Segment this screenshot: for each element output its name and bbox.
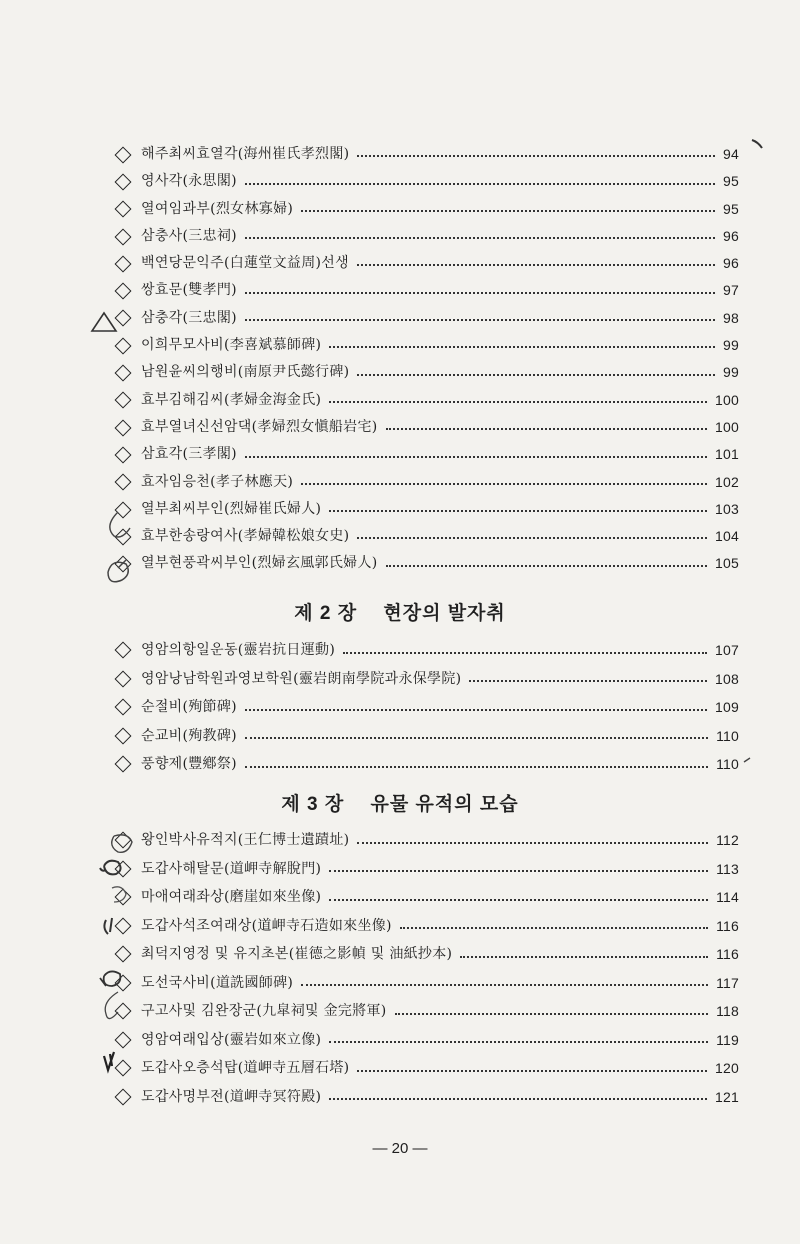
toc-entry-title: 효부열녀신선암댁(孝婦烈女愼船岩宅) (141, 418, 378, 435)
dot-leader (245, 711, 708, 740)
toc-entry (0, 1083, 800, 1112)
toc-entry-title: 최덕지영정 및 유지초본(崔德之影幀 및 油紙抄本) (141, 946, 453, 962)
dot-leader (357, 815, 708, 844)
toc-entry-title: 효부김해김씨(孝婦金海金氏) (141, 391, 322, 408)
diamond-bullet-icon (115, 832, 132, 849)
toc-entry-page: 96 (723, 227, 739, 244)
toc-entry-title: 삼효각(三孝閣) (141, 446, 237, 463)
dot-leader (245, 266, 715, 293)
dot-leader (245, 682, 707, 711)
chapter-3-title: 유물 유적의 모습 (370, 794, 519, 815)
diamond-bullet-icon (115, 1088, 132, 1105)
diamond-bullet-icon (115, 255, 132, 272)
toc-entry-title: 영암여래입상(靈岩如來立像) (141, 1031, 322, 1048)
diamond-bullet-icon (115, 946, 132, 963)
toc-entry-title: 영암낭남학원과영보학원(靈岩朗南學院과永保學院) (141, 670, 462, 687)
toc-entry-title: 열부현풍곽씨부인(烈婦玄風郭氏婦人) (141, 555, 378, 572)
toc-entry-page: 110 (716, 727, 739, 744)
dot-leader (395, 986, 709, 1015)
toc-entry-title: 도갑사오층석탑(道岬寺五層石塔) (141, 1060, 350, 1076)
toc-entry-page: 99 (723, 364, 739, 381)
diamond-bullet-icon (115, 1060, 132, 1077)
toc-entry-page: 109 (715, 699, 739, 715)
toc-entry-page: 118 (716, 1003, 739, 1019)
chapter-3-number: 제 3 장 (281, 794, 345, 815)
diamond-bullet-icon (115, 337, 132, 354)
diamond-bullet-icon (115, 670, 132, 687)
dot-leader (469, 654, 707, 683)
toc-entry-page: 116 (716, 917, 739, 934)
toc-entry-title: 순절비(殉節碑) (141, 699, 237, 715)
toc-entry-page: 96 (723, 255, 739, 272)
toc-entry-title: 해주최씨효열각(海州崔氏孝烈閣) (141, 146, 350, 162)
diamond-bullet-icon (115, 201, 132, 218)
toc-entry-title: 도선국사비(道詵國師碑) (141, 974, 294, 991)
toc-entry-page: 100 (715, 391, 739, 408)
toc-entry-page: 110 (716, 756, 739, 772)
toc-entry-page: 104 (715, 528, 739, 545)
toc-entry-page: 94 (723, 146, 739, 162)
diamond-bullet-icon (115, 501, 132, 518)
dot-leader (357, 348, 715, 375)
dot-leader (329, 844, 708, 873)
toc-section-1 (0, 141, 800, 578)
diamond-bullet-icon (115, 310, 132, 327)
toc-entry-page: 101 (715, 446, 739, 463)
toc-entry-title: 왕인박사유적지(王仁博士遺蹟址) (141, 832, 350, 848)
diamond-bullet-icon (115, 727, 132, 744)
toc-entry-page: 113 (716, 860, 739, 877)
diamond-bullet-icon (115, 1031, 132, 1048)
dot-leader (301, 458, 707, 485)
toc-entry-page: 95 (723, 173, 739, 190)
toc-entry-title: 영사각(永思閣) (141, 173, 237, 190)
toc-entry-title: 마애여래좌상(磨崖如來坐像) (141, 889, 322, 905)
toc-entry-page: 112 (716, 832, 739, 848)
toc-entry-title: 삼충사(三忠祠) (141, 227, 237, 244)
dot-leader (245, 294, 715, 321)
dot-leader (329, 485, 707, 512)
toc-entry-title: 효부한송랑여사(孝婦韓松娘女史) (141, 528, 350, 545)
dot-leader (343, 625, 707, 654)
diamond-bullet-icon (115, 365, 132, 382)
toc-entry-title: 남원윤씨의행비(南原尹氏懿行碑) (141, 364, 350, 381)
diamond-bullet-icon (115, 1003, 132, 1020)
toc-entry-page: 97 (723, 282, 739, 299)
toc-section-2 (0, 636, 800, 779)
dot-leader (329, 1015, 708, 1044)
diamond-bullet-icon (115, 917, 132, 934)
diamond-bullet-icon (115, 889, 132, 906)
diamond-bullet-icon (115, 556, 132, 573)
toc-entry-title: 도갑사해탈문(道岬寺解脫門) (141, 860, 322, 877)
toc-entry-title: 삼충각(三忠閣) (141, 309, 237, 326)
diamond-bullet-icon (115, 146, 132, 163)
toc-entry-title: 풍향제(豐鄕祭) (141, 756, 237, 772)
dot-leader (357, 130, 715, 157)
diamond-bullet-icon (115, 756, 132, 773)
toc-entry-page: 103 (715, 500, 739, 517)
dot-leader (301, 958, 708, 987)
diamond-bullet-icon (115, 283, 132, 300)
toc-section-3 (0, 826, 800, 1111)
dot-leader (245, 157, 715, 184)
dot-leader (400, 901, 708, 930)
page-number: — 20 — (372, 1140, 428, 1157)
dot-leader (245, 739, 708, 768)
dot-leader (357, 239, 715, 266)
diamond-bullet-icon (115, 642, 132, 659)
dot-leader (329, 1072, 707, 1101)
diamond-bullet-icon (115, 446, 132, 463)
dot-leader (329, 321, 715, 348)
dot-leader (386, 539, 708, 566)
chapter-2-number: 제 2 장 (294, 603, 358, 624)
toc-entry-page: 119 (716, 1031, 739, 1048)
toc-entry-title: 도갑사명부전(道岬寺冥符殿) (141, 1088, 322, 1105)
toc-entry-page: 105 (715, 555, 739, 572)
toc-entry-title: 도갑사석조여래상(道岬寺石造如來坐像) (141, 917, 392, 934)
dot-leader (357, 1043, 707, 1072)
diamond-bullet-icon (115, 173, 132, 190)
toc-entry-title: 쌍효문(雙孝門) (141, 282, 237, 299)
diamond-bullet-icon (115, 392, 132, 409)
dot-leader (301, 185, 715, 212)
toc-entry (0, 550, 800, 577)
diamond-bullet-icon (115, 474, 132, 491)
dot-leader (245, 430, 707, 457)
toc-entry-title: 열여임과부(烈女林寡婦) (141, 200, 294, 217)
chapter-3-heading (0, 789, 800, 816)
toc-entry-title: 열부최씨부인(烈婦崔氏婦人) (141, 500, 322, 517)
toc-entry-page: 114 (716, 889, 739, 905)
toc-entry-page: 98 (723, 309, 739, 326)
diamond-bullet-icon (115, 419, 132, 436)
diamond-bullet-icon (115, 699, 132, 716)
toc-entry-title: 이희무모사비(李喜斌慕師碑) (141, 337, 322, 354)
toc-entry-title: 효자임응천(孝子林應天) (141, 473, 294, 490)
toc-entry-page: 116 (716, 946, 739, 962)
diamond-bullet-icon (115, 228, 132, 245)
toc-entry-page: 121 (715, 1088, 739, 1105)
diamond-bullet-icon (115, 974, 132, 991)
toc-entry-page: 100 (715, 418, 739, 435)
chapter-2-title: 현장의 발자취 (383, 603, 506, 624)
toc-entry-page: 108 (715, 670, 739, 687)
toc-entry-page: 95 (723, 200, 739, 217)
toc-entry-page: 107 (715, 642, 739, 658)
chapter-2-heading (0, 598, 800, 625)
dot-leader (329, 872, 708, 901)
dot-leader (386, 403, 708, 430)
diamond-bullet-icon (115, 528, 132, 545)
toc-entry-page: 102 (715, 473, 739, 490)
toc-entry-title: 영암의항일운동(靈岩抗日運動) (141, 642, 336, 658)
toc-entry-page: 99 (723, 337, 739, 354)
toc-entry-title: 구고사및 김완장군(九皐祠및 金完將軍) (141, 1003, 387, 1019)
diamond-bullet-icon (115, 860, 132, 877)
toc-entry-page: 120 (715, 1060, 739, 1076)
toc-entry (0, 750, 800, 779)
toc-entry-title: 백연당문익주(白蓮堂文益周)선생 (141, 255, 349, 272)
toc-entry-title: 순교비(殉教碑) (141, 727, 237, 744)
dot-leader (329, 376, 707, 403)
dot-leader (460, 929, 708, 958)
toc-entry-page: 117 (716, 974, 739, 991)
dot-leader (357, 512, 707, 539)
dot-leader (245, 212, 715, 239)
